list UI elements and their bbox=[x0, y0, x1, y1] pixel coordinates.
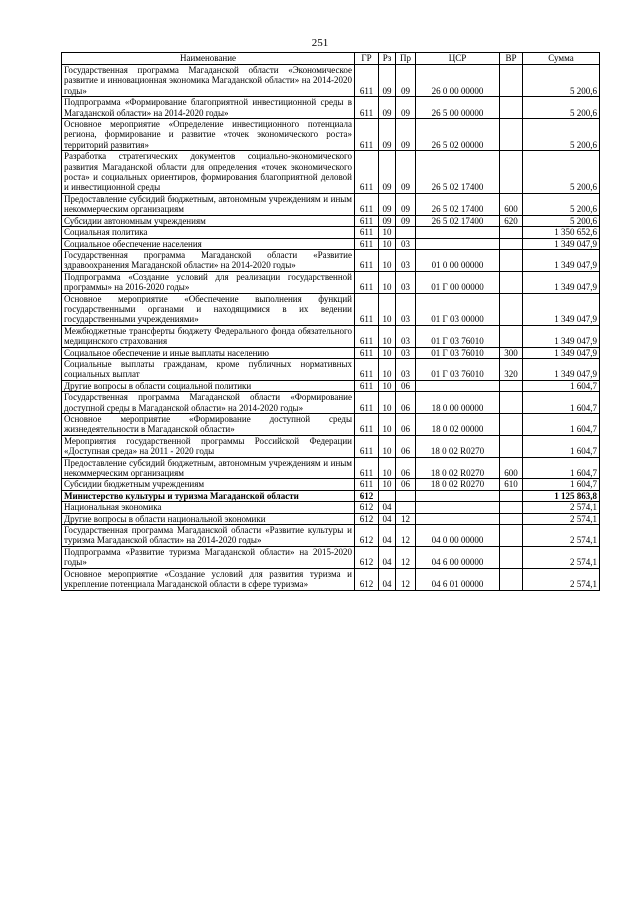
column-header-gr: ГР bbox=[355, 53, 379, 65]
cell-vr: 600 bbox=[500, 193, 523, 215]
cell-rz: 04 bbox=[379, 525, 396, 547]
cell-sum: 1 125 863,8 bbox=[523, 490, 600, 501]
cell-pr: 06 bbox=[396, 380, 416, 391]
cell-sum: 1 349 047,9 bbox=[523, 358, 600, 380]
cell-pr: 09 bbox=[396, 65, 416, 97]
cell-vr: 610 bbox=[500, 479, 523, 490]
column-header-name: Наименование bbox=[62, 53, 355, 65]
cell-gr: 611 bbox=[355, 293, 379, 325]
cell-vr bbox=[500, 65, 523, 97]
cell-sum: 5 200,6 bbox=[523, 215, 600, 226]
cell-name: Субсидии бюджетным учреждениям bbox=[62, 479, 355, 490]
budget-table bbox=[61, 52, 600, 591]
cell-sum: 1 349 047,9 bbox=[523, 238, 600, 249]
table-row bbox=[62, 271, 600, 293]
cell-vr bbox=[500, 380, 523, 391]
cell-gr: 611 bbox=[355, 119, 379, 151]
cell-csr: 26 5 02 17400 bbox=[416, 215, 500, 226]
table-row bbox=[62, 238, 600, 249]
cell-sum: 1 604,7 bbox=[523, 380, 600, 391]
table-row bbox=[62, 215, 600, 226]
cell-rz: 09 bbox=[379, 65, 396, 97]
cell-name: Социальное обеспечение и иные выплаты населению bbox=[62, 347, 355, 358]
cell-name: Субсидии автономным учреждениям bbox=[62, 215, 355, 226]
table-header-row bbox=[62, 53, 600, 65]
cell-vr: 620 bbox=[500, 215, 523, 226]
cell-sum: 2 574,1 bbox=[523, 513, 600, 524]
cell-rz: 04 bbox=[379, 502, 396, 513]
cell-rz: 09 bbox=[379, 151, 396, 194]
cell-gr: 611 bbox=[355, 151, 379, 194]
cell-vr bbox=[500, 502, 523, 513]
cell-rz: 10 bbox=[379, 293, 396, 325]
cell-pr bbox=[396, 502, 416, 513]
cell-gr: 611 bbox=[355, 358, 379, 380]
cell-gr: 611 bbox=[355, 65, 379, 97]
cell-vr bbox=[500, 227, 523, 238]
cell-rz: 09 bbox=[379, 215, 396, 226]
cell-gr: 611 bbox=[355, 435, 379, 457]
table-row bbox=[62, 293, 600, 325]
cell-csr bbox=[416, 513, 500, 524]
cell-vr bbox=[500, 525, 523, 547]
cell-csr bbox=[416, 490, 500, 501]
cell-name: Основное мероприятие «Создание условий для развития туризма и укрепление потенциала Магаданской области в сфере туризма» bbox=[62, 568, 355, 590]
cell-rz: 10 bbox=[379, 358, 396, 380]
cell-rz: 09 bbox=[379, 119, 396, 151]
cell-csr: 18 0 02 R0270 bbox=[416, 435, 500, 457]
cell-gr: 612 bbox=[355, 568, 379, 590]
cell-gr: 611 bbox=[355, 227, 379, 238]
cell-csr: 01 0 00 00000 bbox=[416, 249, 500, 271]
cell-vr bbox=[500, 490, 523, 501]
cell-sum: 1 349 047,9 bbox=[523, 271, 600, 293]
cell-pr: 03 bbox=[396, 249, 416, 271]
cell-vr bbox=[500, 238, 523, 249]
cell-rz: 10 bbox=[379, 380, 396, 391]
cell-rz: 04 bbox=[379, 546, 396, 568]
cell-name: Государственная программа Магаданской области «Экономическое развитие и инновационная экономика Магаданской области» на 2014-2020 годы» bbox=[62, 65, 355, 97]
cell-gr: 611 bbox=[355, 479, 379, 490]
cell-sum: 1 604,7 bbox=[523, 479, 600, 490]
table-row bbox=[62, 97, 600, 119]
table-row bbox=[62, 525, 600, 547]
cell-vr bbox=[500, 325, 523, 347]
cell-vr bbox=[500, 435, 523, 457]
cell-gr: 611 bbox=[355, 414, 379, 436]
column-header-vr: ВР bbox=[500, 53, 523, 65]
cell-sum: 1 349 047,9 bbox=[523, 293, 600, 325]
cell-sum: 5 200,6 bbox=[523, 151, 600, 194]
table-row bbox=[62, 457, 600, 479]
cell-gr: 612 bbox=[355, 525, 379, 547]
cell-sum: 1 349 047,9 bbox=[523, 325, 600, 347]
cell-vr bbox=[500, 249, 523, 271]
cell-csr: 04 6 01 00000 bbox=[416, 568, 500, 590]
cell-gr: 612 bbox=[355, 490, 379, 501]
cell-pr: 12 bbox=[396, 513, 416, 524]
cell-name: Министерство культуры и туризма Магаданской области bbox=[62, 490, 355, 501]
table-row bbox=[62, 392, 600, 414]
cell-name: Социальное обеспечение населения bbox=[62, 238, 355, 249]
cell-vr bbox=[500, 151, 523, 194]
cell-rz: 10 bbox=[379, 347, 396, 358]
cell-name: Социальная политика bbox=[62, 227, 355, 238]
cell-csr: 01 Г 03 76010 bbox=[416, 347, 500, 358]
cell-pr: 12 bbox=[396, 525, 416, 547]
cell-sum: 1 604,7 bbox=[523, 414, 600, 436]
cell-gr: 611 bbox=[355, 193, 379, 215]
table-row bbox=[62, 347, 600, 358]
cell-pr: 12 bbox=[396, 546, 416, 568]
table-row bbox=[62, 193, 600, 215]
cell-pr: 12 bbox=[396, 568, 416, 590]
cell-name: Основное мероприятие «Определение инвестиционного потенциала региона, формирование и развитие «точек экономического роста» территорий развития» bbox=[62, 119, 355, 151]
cell-pr: 09 bbox=[396, 215, 416, 226]
cell-gr: 612 bbox=[355, 546, 379, 568]
cell-gr: 612 bbox=[355, 513, 379, 524]
cell-name: Предоставление субсидий бюджетным, автономным учреждениям и иным некоммерческим организациям bbox=[62, 457, 355, 479]
cell-sum: 5 200,6 bbox=[523, 65, 600, 97]
table-row bbox=[62, 479, 600, 490]
cell-gr: 611 bbox=[355, 271, 379, 293]
cell-csr: 01 Г 00 00000 bbox=[416, 271, 500, 293]
cell-sum: 1 350 652,6 bbox=[523, 227, 600, 238]
cell-csr bbox=[416, 227, 500, 238]
cell-csr: 01 Г 03 00000 bbox=[416, 293, 500, 325]
cell-sum: 2 574,1 bbox=[523, 525, 600, 547]
cell-sum: 5 200,6 bbox=[523, 97, 600, 119]
cell-csr: 26 5 00 00000 bbox=[416, 97, 500, 119]
cell-csr bbox=[416, 502, 500, 513]
cell-name: Подпрограмма «Развитие туризма Магаданской области» на 2015-2020 годы» bbox=[62, 546, 355, 568]
table-row bbox=[62, 151, 600, 194]
column-header-sum: Сумма bbox=[523, 53, 600, 65]
cell-sum: 1 604,7 bbox=[523, 457, 600, 479]
cell-vr: 600 bbox=[500, 457, 523, 479]
cell-csr: 18 0 00 00000 bbox=[416, 392, 500, 414]
cell-csr: 26 5 02 17400 bbox=[416, 193, 500, 215]
cell-gr: 611 bbox=[355, 249, 379, 271]
cell-vr bbox=[500, 568, 523, 590]
cell-name: Основное мероприятие «Формирование доступной среды жизнедеятельности в Магаданской области» bbox=[62, 414, 355, 436]
cell-sum: 2 574,1 bbox=[523, 568, 600, 590]
cell-csr: 26 5 02 17400 bbox=[416, 151, 500, 194]
cell-gr: 611 bbox=[355, 457, 379, 479]
cell-name: Мероприятия государственной программы Российской Федерации «Доступная среда» на 2011 - 2020 годы bbox=[62, 435, 355, 457]
cell-sum: 1 604,7 bbox=[523, 392, 600, 414]
cell-vr: 300 bbox=[500, 347, 523, 358]
cell-csr bbox=[416, 380, 500, 391]
cell-name: Подпрограмма «Формирование благоприятной инвестиционной среды в Магаданской области» на 2014-2020 годы» bbox=[62, 97, 355, 119]
cell-rz: 04 bbox=[379, 568, 396, 590]
cell-pr: 09 bbox=[396, 193, 416, 215]
cell-gr: 611 bbox=[355, 392, 379, 414]
cell-rz: 10 bbox=[379, 325, 396, 347]
table-row bbox=[62, 227, 600, 238]
table-row bbox=[62, 249, 600, 271]
cell-gr: 611 bbox=[355, 325, 379, 347]
cell-name: Социальные выплаты гражданам, кроме публичных нормативных социальных выплат bbox=[62, 358, 355, 380]
cell-pr: 09 bbox=[396, 97, 416, 119]
cell-rz bbox=[379, 490, 396, 501]
cell-gr: 611 bbox=[355, 238, 379, 249]
cell-pr: 03 bbox=[396, 238, 416, 249]
cell-vr bbox=[500, 293, 523, 325]
cell-pr: 03 bbox=[396, 347, 416, 358]
table-row bbox=[62, 513, 600, 524]
cell-pr: 03 bbox=[396, 358, 416, 380]
cell-rz: 10 bbox=[379, 435, 396, 457]
column-header-rz: Рз bbox=[379, 53, 396, 65]
cell-rz: 10 bbox=[379, 479, 396, 490]
table-row bbox=[62, 65, 600, 97]
cell-rz: 09 bbox=[379, 193, 396, 215]
cell-vr bbox=[500, 546, 523, 568]
table-row bbox=[62, 414, 600, 436]
cell-gr: 611 bbox=[355, 215, 379, 226]
cell-sum: 5 200,6 bbox=[523, 193, 600, 215]
cell-pr: 09 bbox=[396, 119, 416, 151]
cell-pr: 03 bbox=[396, 271, 416, 293]
cell-sum: 2 574,1 bbox=[523, 502, 600, 513]
cell-sum: 5 200,6 bbox=[523, 119, 600, 151]
cell-vr: 320 bbox=[500, 358, 523, 380]
cell-pr: 06 bbox=[396, 414, 416, 436]
cell-name: Национальная экономика bbox=[62, 502, 355, 513]
table-row bbox=[62, 325, 600, 347]
cell-rz: 10 bbox=[379, 457, 396, 479]
cell-name: Другие вопросы в области социальной политики bbox=[62, 380, 355, 391]
cell-name: Основное мероприятие «Обеспечение выполнения функций государственными органами и находящимися в их ведении государственными учреждениями» bbox=[62, 293, 355, 325]
table-row bbox=[62, 502, 600, 513]
cell-pr: 06 bbox=[396, 392, 416, 414]
cell-pr bbox=[396, 227, 416, 238]
cell-sum: 1 349 047,9 bbox=[523, 249, 600, 271]
cell-pr: 06 bbox=[396, 479, 416, 490]
cell-csr: 18 0 02 R0270 bbox=[416, 457, 500, 479]
cell-csr: 18 0 02 00000 bbox=[416, 414, 500, 436]
table-row bbox=[62, 546, 600, 568]
cell-rz: 09 bbox=[379, 97, 396, 119]
cell-rz: 10 bbox=[379, 392, 396, 414]
cell-pr: 06 bbox=[396, 457, 416, 479]
table-row bbox=[62, 358, 600, 380]
cell-vr bbox=[500, 392, 523, 414]
cell-sum: 2 574,1 bbox=[523, 546, 600, 568]
page-number: 251 bbox=[311, 37, 329, 49]
cell-sum: 1 349 047,9 bbox=[523, 347, 600, 358]
cell-vr bbox=[500, 414, 523, 436]
table-body bbox=[62, 65, 600, 591]
cell-name: Государственная программа Магаданской области «Развитие культуры и туризма Магаданской области» на 2014-2020 годы» bbox=[62, 525, 355, 547]
table-row bbox=[62, 568, 600, 590]
cell-name: Подпрограмма «Создание условий для реализации государственной программы» на 2016-2020 годы» bbox=[62, 271, 355, 293]
table-row bbox=[62, 119, 600, 151]
cell-gr: 611 bbox=[355, 97, 379, 119]
cell-rz: 10 bbox=[379, 227, 396, 238]
cell-sum: 1 604,7 bbox=[523, 435, 600, 457]
column-header-csr: ЦСР bbox=[416, 53, 500, 65]
cell-name: Государственная программа Магаданской области «Развитие здравоохранения Магаданской области» на 2014-2020 годы» bbox=[62, 249, 355, 271]
cell-csr bbox=[416, 238, 500, 249]
cell-pr bbox=[396, 490, 416, 501]
cell-vr bbox=[500, 97, 523, 119]
cell-name: Другие вопросы в области национальной экономики bbox=[62, 513, 355, 524]
cell-csr: 04 0 00 00000 bbox=[416, 525, 500, 547]
cell-csr: 01 Г 03 76010 bbox=[416, 325, 500, 347]
cell-name: Государственная программа Магаданской области «Формирование доступной среды в Магаданской области» на 2014-2020 годы» bbox=[62, 392, 355, 414]
cell-csr: 01 Г 03 76010 bbox=[416, 358, 500, 380]
cell-csr: 26 5 02 00000 bbox=[416, 119, 500, 151]
cell-gr: 611 bbox=[355, 347, 379, 358]
table-row bbox=[62, 435, 600, 457]
cell-pr: 03 bbox=[396, 325, 416, 347]
column-header-pr: Пр bbox=[396, 53, 416, 65]
cell-csr: 18 0 02 R0270 bbox=[416, 479, 500, 490]
cell-rz: 10 bbox=[379, 414, 396, 436]
cell-rz: 04 bbox=[379, 513, 396, 524]
cell-rz: 10 bbox=[379, 249, 396, 271]
cell-csr: 04 6 00 00000 bbox=[416, 546, 500, 568]
cell-rz: 10 bbox=[379, 238, 396, 249]
table-row bbox=[62, 490, 600, 501]
cell-vr bbox=[500, 271, 523, 293]
cell-vr bbox=[500, 119, 523, 151]
cell-name: Предоставление субсидий бюджетным, автономным учреждениям и иным некоммерческим организациям bbox=[62, 193, 355, 215]
cell-rz: 10 bbox=[379, 271, 396, 293]
cell-pr: 06 bbox=[396, 435, 416, 457]
cell-gr: 612 bbox=[355, 502, 379, 513]
cell-pr: 03 bbox=[396, 293, 416, 325]
cell-csr: 26 0 00 00000 bbox=[416, 65, 500, 97]
cell-gr: 611 bbox=[355, 380, 379, 391]
cell-name: Разработка стратегических документов социально-экономического развития Магаданской области для определения «точек экономического роста» и социальных ориентиров, формирования благоприятной деловой и инвестиционной среды bbox=[62, 151, 355, 194]
cell-pr: 09 bbox=[396, 151, 416, 194]
cell-vr bbox=[500, 513, 523, 524]
table-row bbox=[62, 380, 600, 391]
cell-name: Межбюджетные трансферты бюджету Федерального фонда обязательного медицинского страхования bbox=[62, 325, 355, 347]
